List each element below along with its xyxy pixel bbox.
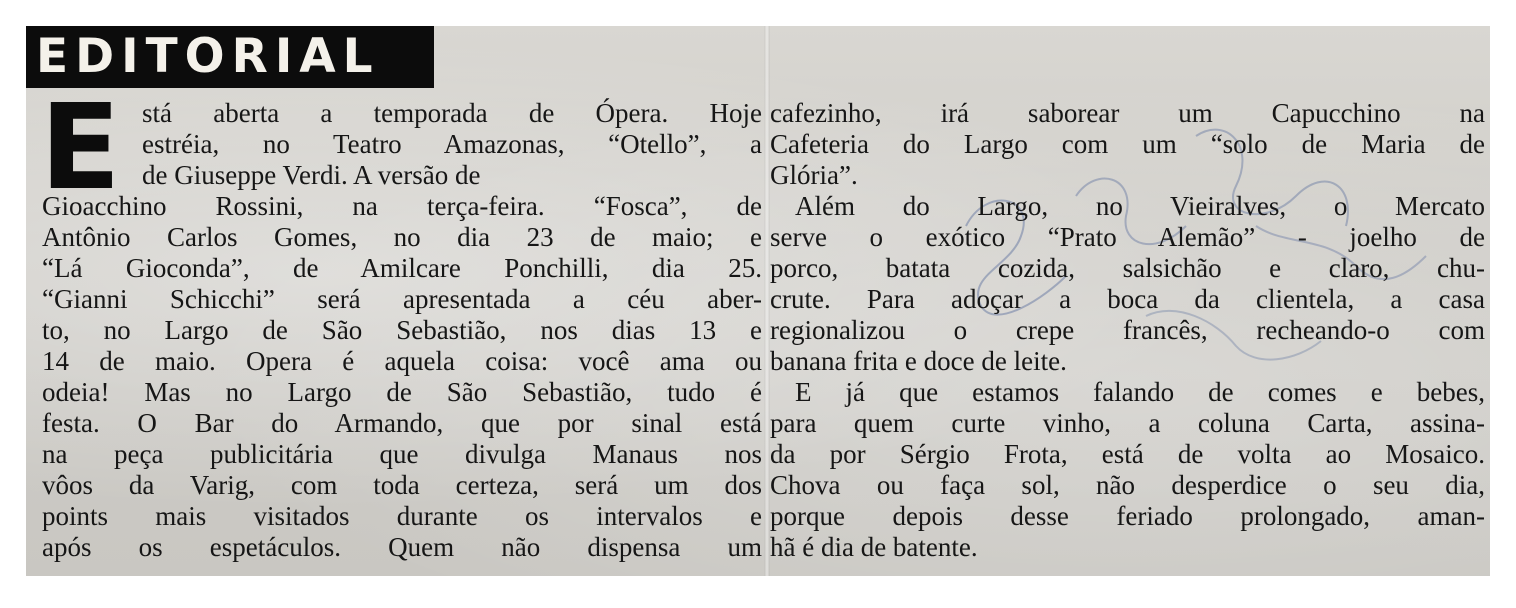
article-line: stá aberta a temporada de Ópera. Hoje	[142, 98, 762, 128]
article-line: porco, batata cozida, salsichão e claro, chu-	[770, 253, 1485, 283]
article-line: na peça publicitária que divulga Manaus nos	[42, 439, 762, 469]
article-line: regionalizou o crepe francês, recheando-o com	[770, 315, 1485, 345]
article-line: vôos da Varig, com toda certeza, será um dos	[42, 470, 762, 500]
article-line: Gioacchino Rossini, na terça-feira. “Fosca”, de	[42, 191, 762, 221]
drop-cap: E	[40, 102, 121, 192]
article-line: odeia! Mas no Largo de São Sebastião, tudo é	[42, 377, 762, 407]
article-line: de Giuseppe Verdi. A versão de	[142, 160, 481, 190]
article-line: após os espetáculos. Quem não dispensa um	[42, 532, 762, 562]
article-line: crute. Para adoçar a boca da clientela, a casa	[770, 284, 1485, 314]
article-line: Além do Largo, no Vieiralves, o Mercato	[795, 191, 1485, 221]
article-line: para quem curte vinho, a coluna Carta, assina-	[770, 408, 1485, 438]
article-line: serve o exótico “Prato Alemão” - joelho de	[770, 222, 1485, 252]
article-line: hã é dia de batente.	[770, 532, 978, 562]
article-line: banana frita e doce de leite.	[770, 346, 1067, 376]
article-line: to, no Largo de São Sebastião, nos dias 13 e	[42, 315, 762, 345]
article-column-left	[42, 98, 762, 563]
article-line: “Gianni Schicchi” será apresentada a céu aber-	[42, 284, 762, 314]
newspaper-clipping	[26, 26, 1490, 576]
article-line: festa. O Bar do Armando, que por sinal está	[42, 408, 762, 438]
article-line: cafezinho, irá saborear um Capucchino na	[770, 98, 1485, 128]
article-line: Chova ou faça sol, não desperdice o seu dia,	[770, 470, 1485, 500]
article-line: da por Sérgio Frota, está de volta ao Mosaico.	[770, 439, 1485, 469]
article-line: 14 de maio. Opera é aquela coisa: você ama ou	[42, 346, 762, 376]
article-line: Cafeteria do Largo com um “solo de Maria de	[770, 129, 1485, 159]
article-line: Glória”.	[770, 160, 858, 190]
article-line: points mais visitados durante os intervalos e	[42, 501, 762, 531]
section-title: EDITORIAL	[26, 26, 434, 88]
article-line: porque depois desse feriado prolongado, aman-	[770, 501, 1485, 531]
article-line: “Lá Gioconda”, de Amilcare Ponchilli, dia 25.	[42, 253, 762, 283]
article-line: estréia, no Teatro Amazonas, “Otello”, a	[142, 129, 762, 159]
article-line: Antônio Carlos Gomes, no dia 23 de maio; e	[42, 222, 762, 252]
article-column-right	[770, 98, 1485, 563]
article-line: E já que estamos falando de comes e bebes,	[795, 377, 1485, 407]
